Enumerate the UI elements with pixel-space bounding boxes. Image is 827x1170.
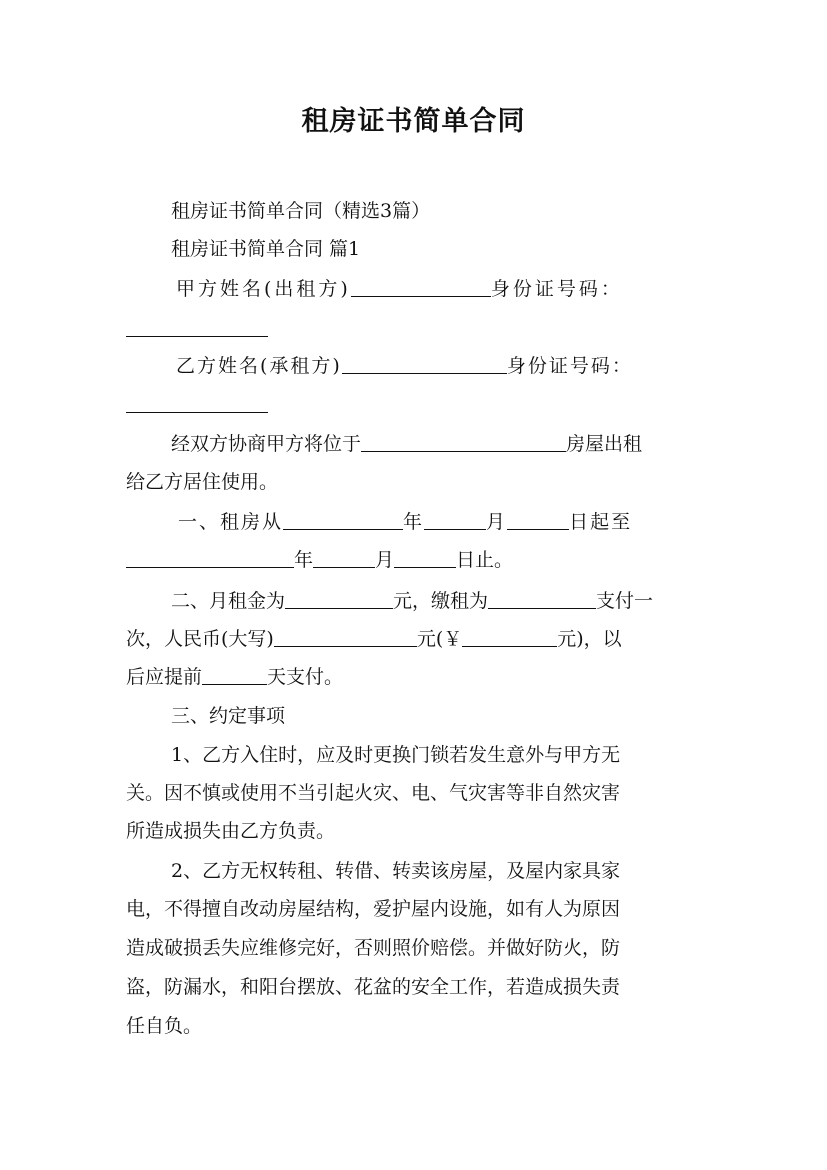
location-post: 房屋出租 xyxy=(566,433,643,455)
rent-line-3-pre: 后应提前 xyxy=(126,666,203,688)
rent-line-3 xyxy=(126,658,701,696)
clause2-line5 xyxy=(126,1007,701,1045)
end-month-blank xyxy=(313,547,375,568)
party-a-label: 甲方姓名(出租方) xyxy=(176,278,351,300)
agreed-heading-text: 三、约定事项 xyxy=(171,705,286,727)
intro-text: 租房证书简单合同（精选3篇） xyxy=(171,200,431,222)
rent-line-3-post: 天支付。 xyxy=(267,666,344,688)
start-month-label: 月 xyxy=(486,511,508,533)
rent-line xyxy=(126,582,701,620)
start-day-label: 日起至 xyxy=(569,511,633,533)
agreed-heading xyxy=(126,697,746,735)
term-num: 一、 xyxy=(178,511,221,533)
clause1-line1 xyxy=(126,736,701,774)
start-year-label: 年 xyxy=(403,511,425,533)
rent-label: 二、月租金为 xyxy=(171,590,286,612)
end-year-blank xyxy=(126,547,294,568)
clause1-text-3: 所造成损失由乙方负责。 xyxy=(126,820,336,842)
party-b-id-blank xyxy=(126,392,268,413)
party-a-line xyxy=(126,270,701,308)
term-line xyxy=(126,503,701,541)
clause2-text-1: 2、乙方无权转租、转借、转卖该房屋，及屋内家具家 xyxy=(171,860,621,882)
section-heading xyxy=(126,230,746,268)
intro-line xyxy=(126,192,746,230)
location-blank xyxy=(361,431,566,452)
clause2-line1 xyxy=(126,852,701,890)
amount-words-blank xyxy=(274,626,417,647)
monthly-rent-blank xyxy=(285,588,393,609)
yuan-close-label: 元)，以 xyxy=(557,628,622,650)
location-line-2 xyxy=(126,463,701,501)
payment-period-blank xyxy=(488,588,596,609)
amount-figures-blank xyxy=(462,626,557,647)
rent-yuan-label: 元，缴租为 xyxy=(393,590,489,612)
document-title: 租房证书简单合同 xyxy=(301,106,526,137)
end-day-blank xyxy=(394,547,456,568)
clause2-text-3: 造成破损丢失应维修完好，否则照价赔偿。并做好防火，防 xyxy=(126,937,621,959)
clause1-text-2: 关。因不慎或使用不当引起火灾、电、气灾害等非自然灾害 xyxy=(126,782,621,804)
clause1-line2 xyxy=(126,774,701,812)
party-b-line xyxy=(126,347,701,385)
yuan-paren-label: 元(￥ xyxy=(416,628,463,650)
party-b-id-label: 身份证号码： xyxy=(506,355,633,377)
location-line-2-text: 给乙方居住使用。 xyxy=(126,471,279,493)
party-b-name-blank xyxy=(342,353,507,374)
pay-once-label: 支付一 xyxy=(596,590,654,612)
clause2-text-2: 电，不得擅自改动房屋结构，爱护屋内设施，如有人为原因 xyxy=(126,898,621,920)
party-b-label: 乙方姓名(承租方) xyxy=(176,355,342,377)
start-year-blank xyxy=(283,509,403,530)
end-month-label: 月 xyxy=(375,549,395,571)
clause2-line3 xyxy=(126,929,701,967)
rent-line-2 xyxy=(126,620,701,658)
clause1-text-1: 1、乙方入住时，应及时更换门锁若发生意外与甲方无 xyxy=(171,744,621,766)
party-a-id-blank xyxy=(126,316,268,337)
term-line-2 xyxy=(126,541,701,579)
clause1-line3 xyxy=(126,812,701,850)
clause2-text-4: 盗，防漏水，和阳台摆放、花盆的安全工作，若造成损失责 xyxy=(126,976,621,998)
end-day-label: 日止。 xyxy=(456,549,514,571)
start-day-blank xyxy=(507,509,569,530)
term-from: 租房从 xyxy=(220,511,284,533)
location-pre: 经双方协商甲方将位于 xyxy=(171,433,362,455)
advance-days-blank xyxy=(202,664,267,685)
location-line xyxy=(126,425,746,463)
end-year-label: 年 xyxy=(294,549,314,571)
clause2-line2 xyxy=(126,890,701,928)
section-heading-text: 租房证书简单合同 篇1 xyxy=(171,238,361,260)
party-a-name-blank xyxy=(351,276,491,297)
rent-line-2-pre: 次，人民币(大写) xyxy=(126,628,274,650)
party-b-id-line xyxy=(126,386,701,424)
party-a-id-line xyxy=(126,310,701,348)
start-month-blank xyxy=(424,509,486,530)
clause2-line4 xyxy=(126,968,701,1006)
clause2-text-5: 任自负。 xyxy=(126,1015,203,1037)
party-a-id-label: 身份证号码： xyxy=(490,278,623,300)
